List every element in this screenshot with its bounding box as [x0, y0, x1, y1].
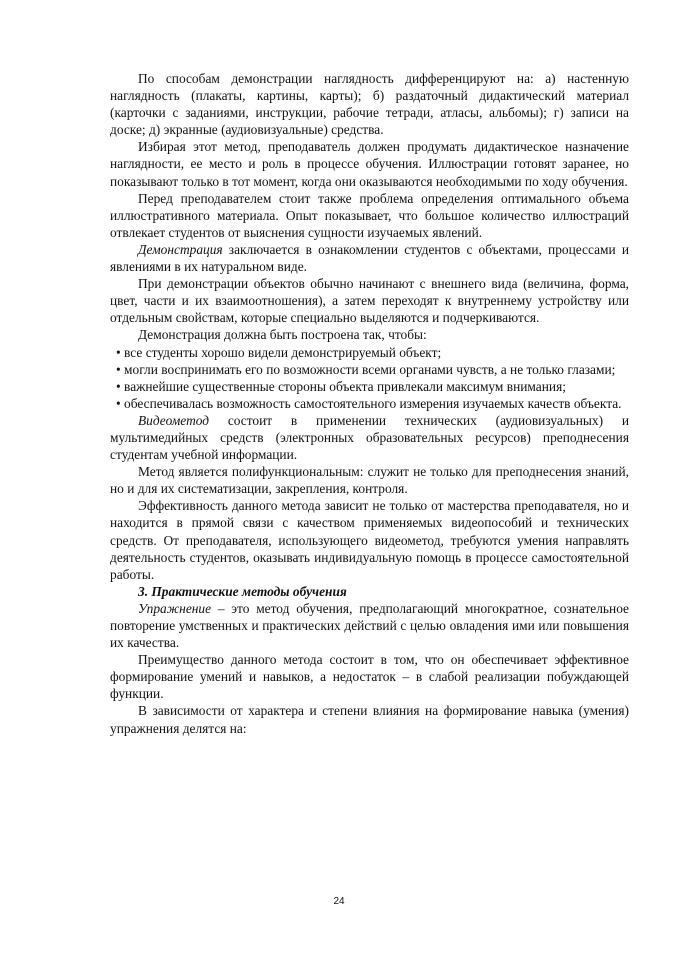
bullet-item: • важнейшие существенные стороны объекта привлекали максимум внимания; [114, 378, 635, 395]
bullet-item: • могли воспринимать его по возможности всеми органами чувств, а не только глазами; [114, 361, 635, 378]
paragraph: Демонстрация должна быть построена так, чтобы: [138, 327, 427, 343]
paragraph: По способам демонстрации наглядность дифференцируют на: а) настенную наглядность (плакаты, картины, карты); б) раздаточный дидактический материал (карточки с заданиями, инструкции, рабочие тетради, атласы, альбомы); г) записи на доске; д) экранные (аудиовизуальные) средства. [110, 71, 629, 138]
paragraph: Метод является полифункциональным: служит не только для преподнесения знаний, но и для их систематизации, закрепления, контроля. [110, 464, 629, 497]
paragraph: Эффективность данного метода зависит не только от мастерства преподавателя, но и находится в прямой связи с качеством применяемых видеопособий и технических средств. От преподавателя, использующего видеометод, требуются умения направлять деятельность студентов, оказывать индивидуальную помощь в процессе самостоятельной работы. [110, 498, 629, 582]
paragraph [110, 600, 629, 651]
term: Упражнение [138, 600, 212, 616]
paragraph: При демонстрации объектов обычно начинают с внешнего вида (величина, форма, цвет, части и их взаимоотношения), а затем переходят к внутреннему устройству или отдельным свойствам, которые специально выделяются и подчеркиваются. [110, 276, 629, 326]
term: Демонстрация [138, 241, 223, 257]
paragraph: В зависимости от характера и степени влияния на формирование навыка (умения) упражнения делятся на: [110, 703, 629, 736]
paragraph: Преимущество данного метода состоит в том, что он обеспечивает эффективное формирование умений и навыков, а недостаток – в слабой реализации побуждающей функции. [110, 652, 629, 702]
bullet-item: • все студенты хорошо видели демонстрируемый объект; [114, 344, 635, 361]
paragraph-text: состоит в применении технических (аудиовизуальных) и мультимедийных средств (электронных образовательных ресурсов) преподнесения студентам учебной информации. [110, 412, 629, 463]
page-number: 24 [333, 896, 345, 907]
paragraph [110, 412, 629, 463]
bullet-item: • обеспечивалась возможность самостоятельного измерения изучаемых качеств объекта. [114, 395, 635, 412]
paragraph: Перед преподавателем стоит также проблема определения оптимального объема иллюстративного материала. Опыт показывает, что большое количество иллюстраций отвлекает студентов от выяснения сущности изучаемых явлений. [110, 190, 629, 240]
paragraph: Избирая этот метод, преподаватель должен продумать дидактическое назначение наглядности, ее место и роль в процессе обучения. Иллюстрации готовят заранее, но показывают только в тот момент, когда они оказываются необходимыми по ходу обучения. [110, 139, 629, 189]
paragraph-text: заключается в ознакомлении студентов с объектами, процессами и явлениями в их натуральном виде. [110, 241, 629, 275]
term: Видеометод [138, 412, 210, 428]
paragraph [110, 241, 629, 275]
section-heading: 3. Практические методы обучения [138, 583, 347, 599]
paragraph-text: – это метод обучения, предполагающий многократное, сознательное повторение умственных и практических действий с целью овладения ими или повышения их качества. [110, 600, 629, 651]
page-body [110, 70, 629, 737]
